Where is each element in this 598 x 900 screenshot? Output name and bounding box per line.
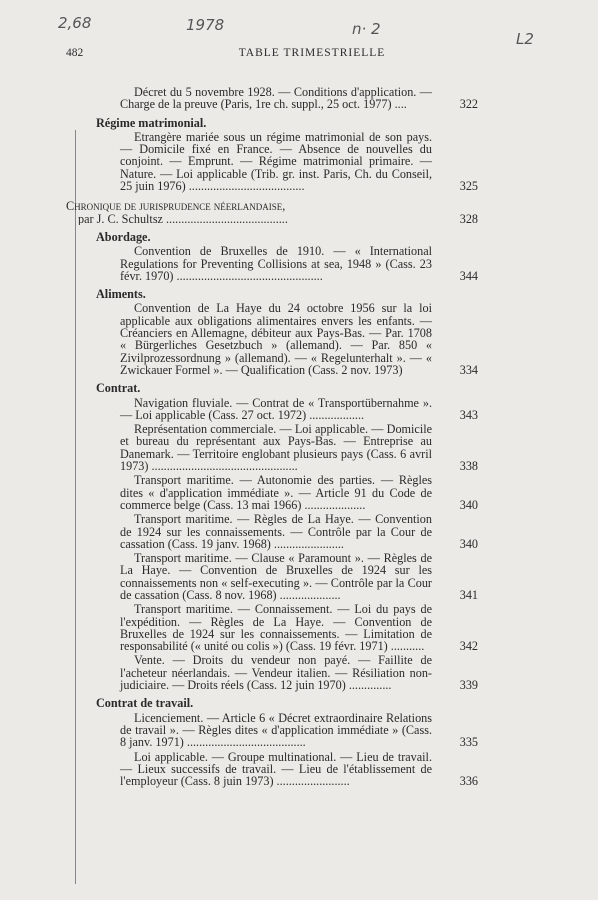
index-entry [66, 603, 478, 652]
entry-page-ref: 341 [459, 587, 478, 602]
index-entry [66, 397, 478, 422]
index-entry [66, 86, 478, 111]
entry-page-ref: 322 [459, 97, 478, 112]
handwritten-note-far-right: L2 [516, 30, 534, 48]
entry-page-ref: 334 [459, 362, 478, 377]
page-title: TABLE TRIMESTRIELLE [238, 47, 386, 59]
entry-text: Représentation commerciale. — Loi applicable. — Domicile et bureau du représentant aux Pays-Bas. — Entreprise au Danemark. — Territoire englobant plusieurs pays (Cass. 6 avril 1973) ................................................ [120, 422, 432, 474]
entry-page-ref: 328 [459, 211, 478, 226]
chronicle-title: Chronique de jurisprudence néerlandaise, [66, 199, 286, 214]
section-heading: Contrat. [96, 381, 141, 396]
entry-page-ref: 325 [459, 179, 478, 194]
entry-page-ref: 335 [459, 735, 478, 750]
entry-text: Vente. — Droits du vendeur non payé. — Faillite de l'acheteur néerlandais. — Vendeur italien. — Résiliation non-judiciaire. — Droits réels (Cass. 12 juin 1970) .............. [120, 653, 432, 693]
entry-text: Navigation fluviale. — Contrat de « Transportübernahme ». — Loi applicable (Cass. 27 oct. 1972) .................. [120, 395, 432, 422]
index-entry [66, 131, 478, 192]
handwritten-note-year: 1978 [186, 16, 225, 34]
index-entry [66, 423, 478, 472]
index-entry [66, 712, 478, 749]
section-heading: Régime matrimonial. [96, 115, 207, 130]
entry-text: Loi applicable. — Groupe multinational. — Lieu de travail. — Lieux successifs de travail. — Lieu de l'établissement de l'employeur (Cass. 8 juin 1973) ........................ [120, 749, 432, 789]
entry-text: Transport maritime. — Règles de La Haye. — Convention de 1924 sur les connaissements. — Contrôle par la Cour de cassation (Cass. 19 janv. 1968) ....................... [120, 512, 432, 551]
index-entry [66, 302, 478, 376]
entry-page-ref: 344 [459, 268, 478, 283]
entry-text: Transport maritime. — Clause « Paramount ». — Règles de La Haye. — Convention de Bruxelles de 1924 sur les connaissements non « self-executing ». — Contrôle par la Cour de cassation (Cass. 8 nov. 1968) .................... [120, 551, 432, 602]
page-header [66, 47, 558, 63]
index-entry [66, 552, 478, 601]
index-content [66, 84, 478, 789]
index-entry [66, 245, 478, 282]
entry-text: Licenciement. — Article 6 « Décret extraordinaire Relations de travail ». — Règles dites « d'application immédiate » (Cass. 8 janv. 1971) ....................................... [120, 710, 432, 750]
handwritten-note-top-left: 2,68 [58, 14, 92, 32]
entry-page-ref: 339 [459, 678, 478, 693]
section-heading: Abordage. [96, 229, 151, 244]
section-heading: Contrat de travail. [96, 696, 194, 711]
entry-page-ref: 340 [459, 497, 478, 512]
entry-text: Transport maritime. — Connaissement. — Loi du pays de l'expédition. — Règles de La Haye. — Convention de Bruxelles de 1924 sur les connaissements. — Limitation de responsabilité (« unité ou colis ») (Cass. 19 févr. 1971) ........... [120, 602, 432, 654]
entry-page-ref: 338 [459, 459, 478, 474]
entry-page-ref: 343 [459, 407, 478, 422]
entry-text: Convention de La Haye du 24 octobre 1956 sur la loi applicable aux obligations alimentaires envers les enfants. — Créanciers en Allemagne, débiteur aux Pays-Bas. — Par. 1708 « Bürgerliches Gesetzbuch » (allemand). — Par. 850 « Zivilprozessordnung » (allemand). — « Regelunterhalt ». — « Zwickauer Formel ». — Qualification (Cass. 2 nov. 1973) [120, 301, 432, 377]
index-entry [66, 474, 478, 511]
entry-text: Etrangère mariée sous un régime matrimonial de son pays. — Domicile fixé en France. — Absence de nouvelles du conjoint. — Emprunt. — Régime matrimonial primaire. — Nature. — Loi applicable (Trib. gr. inst. Paris, Ch. du Conseil, 25 juin 1976) ...................................... [120, 129, 432, 194]
page-number: 482 [66, 47, 84, 59]
entry-page-ref: 336 [459, 774, 478, 789]
entry-text: Transport maritime. — Autonomie des parties. — Règles dites « d'application immédiate ». — Article 91 du Code de commerce belge (Cass. 13 mai 1966) .................... [120, 473, 432, 512]
chronicle-author: par J. C. Schultsz ........................................ [78, 212, 288, 225]
chronicle-entry [66, 200, 478, 225]
index-entry [66, 654, 478, 691]
index-entry [66, 513, 478, 550]
section-heading: Aliments. [96, 287, 146, 302]
entry-page-ref: 340 [459, 536, 478, 551]
handwritten-note-number: n· 2 [352, 20, 381, 38]
entry-text: Décret du 5 novembre 1928. — Conditions d'application. — Charge de la preuve (Paris, 1re ch. suppl., 25 oct. 1977) .... [120, 85, 432, 112]
entry-text: Convention de Bruxelles de 1910. — « International Regulations for Preventing Collisions at sea, 1948 » (Cass. 23 févr. 1970) ................................................ [120, 244, 432, 283]
entry-page-ref: 342 [459, 639, 478, 654]
index-entry [66, 751, 478, 788]
